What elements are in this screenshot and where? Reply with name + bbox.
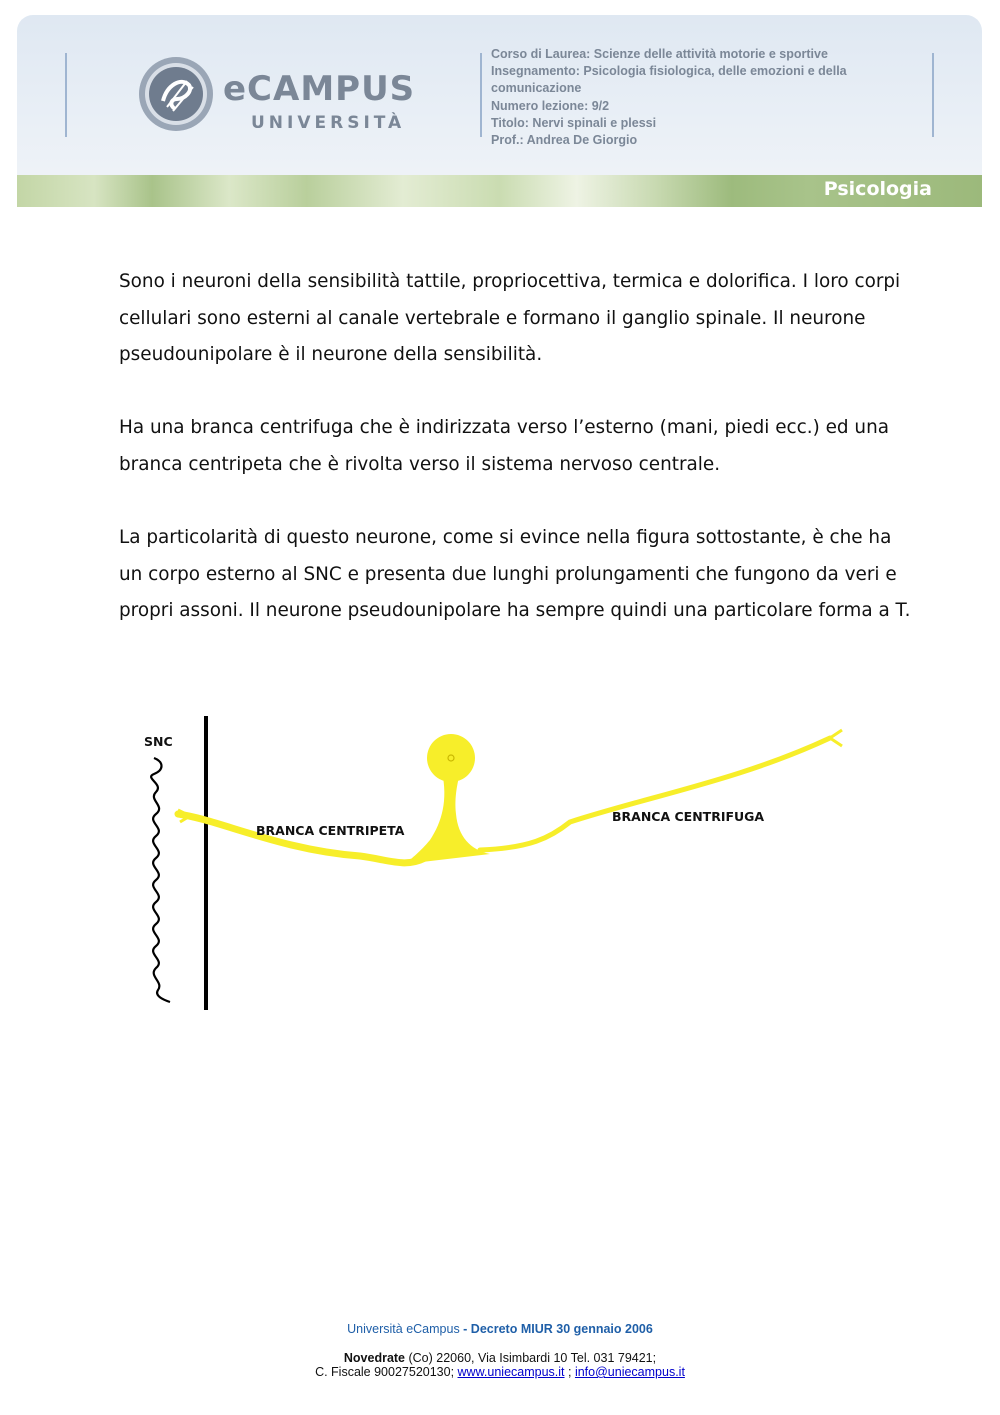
body-text [119,264,919,667]
centripetal-branch [178,814,425,863]
course-degree: Corso di Laurea: Scienze delle attività motorie e sportive [491,47,828,61]
footer-fiscal: C. Fiscale 90027520130; [315,1365,458,1379]
footer-address: (Co) 22060, Via Isimbardi 10 Tel. 031 79421; [405,1351,657,1365]
professor: Prof.: Andrea De Giorgio [491,133,638,148]
logo-wordmark: eCAMPUS [223,69,416,109]
footer-email-link[interactable]: info@uniecampus.it [574,1365,685,1379]
footer-decree: - Decreto MIUR 30 gennaio 2006 [459,1322,653,1336]
header-divider-left [65,53,67,137]
header-divider-right [932,53,934,137]
paragraph-1: Sono i neuroni della sensibilità tattile, propriocettiva, termica e dolorifica. I loro corpi cellulari sono esterni al canale vertebrale e formano il ganglio spinale. Il neurone pseudounipolare è il neurone della sensibilità. [119,271,901,366]
footer-city: Novedrate [343,1351,406,1365]
section-band [17,175,982,207]
footer-line-address [0,1351,1000,1365]
neuron-figure [130,710,860,1020]
course-subject: Insegnamento: Psicologia fisiologica, delle emozioni e della [491,64,847,79]
cns-wavy-edge [151,758,170,1002]
page-footer [0,1322,1000,1379]
centrifugal-branch [480,738,830,850]
footer-website-link[interactable]: www.uniecampus.it [457,1365,565,1379]
footer-line-contacts [0,1365,1000,1379]
footer-separator: ; [564,1365,575,1379]
page-header [17,15,982,207]
paragraph-3: La particolarità di questo neurone, come si evince nella figura sottostante, è che ha un corpo esterno al SNC e presenta due lunghi prolungamenti che fungono da veri e propri assoni. Il neurone pseudounipolare ha sempre quindi una particolare forma a T. [119,527,911,622]
neuron-soma [427,734,475,782]
label-branca-centripeta: BRANCA CENTRIPETA [256,823,405,838]
lesson-number: Numero lezione: 9/2 [491,98,610,113]
footer-line-university [0,1322,1000,1336]
university-seal-icon [137,55,215,133]
header-divider-middle [480,53,482,137]
course-subject-cont: comunicazione [491,81,582,96]
label-branca-centrifuga: BRANCA CENTRIFUGA [612,809,765,824]
ecampus-logo [137,55,427,135]
pseudounipolar-neuron-diagram [130,710,860,1020]
footer-university: Università eCampus [347,1322,460,1336]
logo-subtitle: UNIVERSITÀ [251,113,406,133]
paragraph-2: Ha una branca centrifuga che è indirizzata verso l’esterno (mani, piedi ecc.) ed una branca centripeta che è rivolta verso il sistema nervoso centrale. [119,417,890,475]
centrifugal-terminal [830,730,842,746]
neuron-stem [405,772,490,864]
course-info [491,46,931,149]
section-title: Psicologia [823,178,932,200]
label-snc: SNC [144,734,173,749]
lesson-title: Titolo: Nervi spinali e plessi [491,115,657,130]
